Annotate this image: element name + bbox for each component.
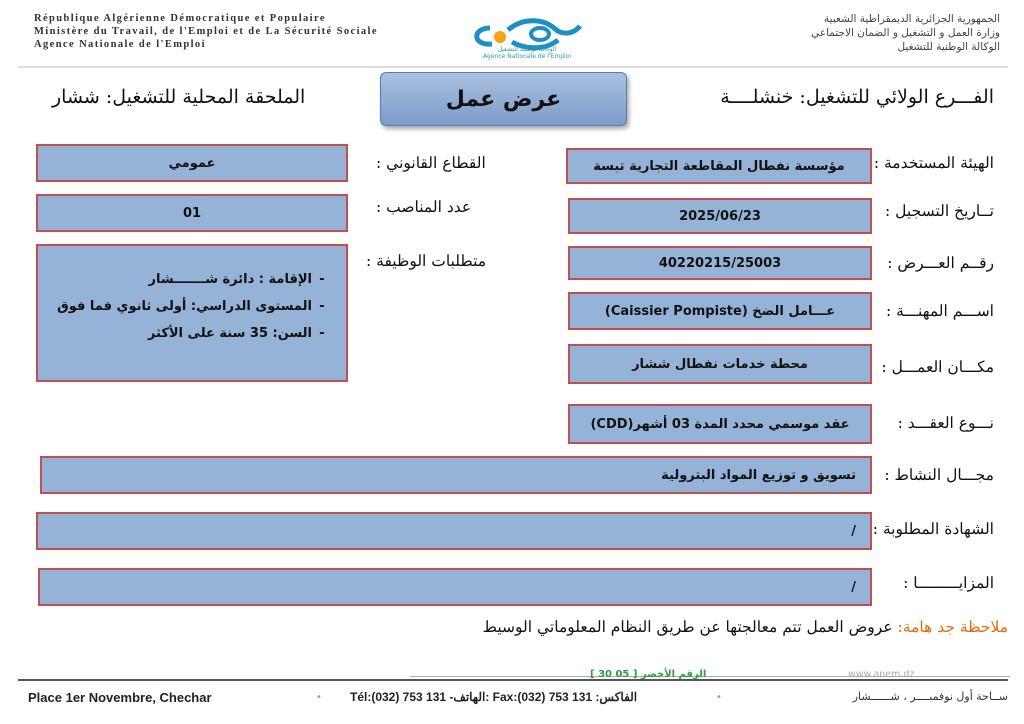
workplace-field: محطة خدمات نفطال ششار <box>568 344 872 384</box>
contract-label: نـــوع العقـــد : <box>897 414 994 432</box>
reg-date-field: 2025/06/23 <box>568 198 872 234</box>
header-ar-line2: وزارة العمل و التشغيل و الضمان الاجتماعي <box>811 27 1000 39</box>
requirements-box <box>36 244 348 382</box>
green-number: الرقم الأخضر [ 05 30 ] <box>590 669 707 680</box>
footer-place: Place 1er Novembre, Chechar <box>28 690 212 705</box>
benefits-label: المزايـــــــــا : <box>903 574 994 592</box>
offer-number-label: رقــم العـــرض : <box>887 254 994 272</box>
header-arabic <box>600 12 1000 54</box>
diploma-label: الشهادة المطلوبة : <box>872 520 994 538</box>
website-url: www.anem.dz <box>848 669 915 680</box>
job-name-label: اســـم المهنـــة : <box>885 302 994 320</box>
logo-caption <box>456 46 598 60</box>
job-name-field: عـــامل الضخ (Caissier Pompiste) <box>568 292 872 330</box>
benefits-field: / <box>38 568 872 606</box>
header-divider <box>18 66 1008 68</box>
employer-field: مؤسسة نفطال المقاطعة التجارية تبسة <box>566 148 872 184</box>
header-french <box>34 12 378 51</box>
reg-date-label: تــاريخ التسجيل : <box>885 202 994 220</box>
important-note <box>483 618 1008 636</box>
activity-field-label: مجـــال النشاط : <box>884 466 994 484</box>
sector-field: عمومي <box>36 144 348 182</box>
footer-divider <box>18 679 1008 681</box>
header-fr-line3: Agence Nationale de l'Emploi <box>34 39 206 50</box>
employer-label: الهيئة المستخدمة : <box>873 154 994 172</box>
page-title: عرض عمل <box>380 72 627 126</box>
local-branch: الملحقة المحلية للتشغيل: ششار <box>52 86 306 108</box>
logo-caption-fr: Agence Nationale de l'Emploi <box>482 53 572 60</box>
requirement-item: - المستوى الدراسي: أولى ثانوي فما فوق <box>38 293 332 320</box>
header-ar-line1: الجمهورية الجزائرية الديمقراطية الشعبية <box>823 13 1000 25</box>
footer-address-ar: ســاحة أول نوفمبــــر ، شــــــشار <box>852 690 1008 703</box>
requirements-label: متطلبات الوظيفة : <box>366 252 487 270</box>
header-fr-line2: Ministère du Travail, de l'Emploi et de La Sécurité Sociale <box>34 26 378 37</box>
footer-phones: Tél:(032) 753 131 -الهاتف: Fax:(032) 753 131 :الفاكس <box>350 690 638 704</box>
requirement-item: - السن: 35 سنة على الأكثر <box>38 320 332 347</box>
offer-number-field: 40220215/25003 <box>568 246 872 280</box>
contract-field: عقد موسمي محدد المدة 03 أشهر(CDD) <box>568 404 872 444</box>
header-ar-line3: الوكالة الوطنية للتشغيل <box>897 41 1000 53</box>
wilaya-branch: الفـــرع الولائي للتشغيل: خنشلــــة <box>720 86 994 108</box>
header-fr-line1: République Algérienne Démocratique et Populaire <box>34 13 326 24</box>
sector-label: القطاع القانوني : <box>376 154 486 172</box>
footer-dot: • <box>316 692 322 703</box>
requirement-item: - الإقامة : دائرة شـــــــشار <box>38 266 332 293</box>
diploma-field: / <box>36 512 872 550</box>
activity-field-value: تسويق و توزيع المواد البترولية <box>40 456 872 494</box>
workplace-label: مكـــان العمـــل : <box>881 358 994 376</box>
note-text: عروض العمل تتم معالجتها عن طريق النظام المعلوماتي الوسيط <box>482 618 898 636</box>
posts-label: عدد المناصب : <box>376 198 472 216</box>
note-label: ملاحظة جد هامة: <box>897 618 1008 636</box>
footer-top-rule <box>410 676 1010 677</box>
logo-caption-ar: الوكالة الوطنية للتشغيل <box>497 46 557 53</box>
posts-field: 01 <box>36 194 348 232</box>
footer-dot: • <box>716 692 722 703</box>
